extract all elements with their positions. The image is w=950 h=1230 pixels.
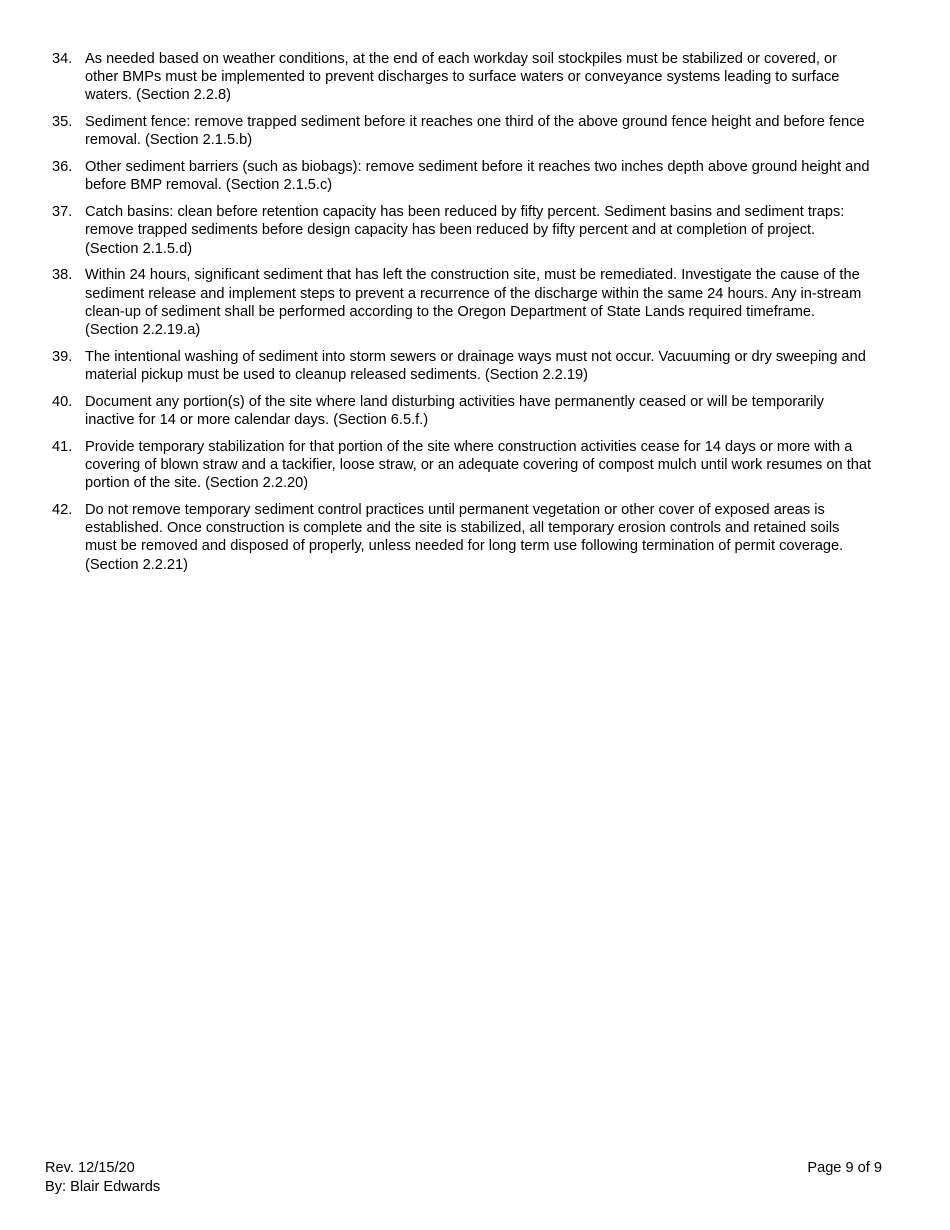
item-number: 34. bbox=[52, 51, 73, 67]
list-item bbox=[52, 501, 872, 574]
item-number: 39. bbox=[52, 348, 73, 365]
list-item bbox=[52, 348, 872, 384]
item-number: 35. bbox=[52, 114, 73, 131]
footer-revision-block bbox=[45, 1159, 160, 1196]
item-text: Catch basins: clean before retention capacity has been reduced by fifty percent. Sediment basins and sediment traps: remove trapped sediments before design capacity has been reduced by fifty percent and at completion of project. (Section 2.1.5.d) bbox=[85, 204, 845, 257]
item-text: Within 24 hours, significant sediment that has left the construction site, must be remediated. Investigate the cause of the sediment release and implement steps to prevent a recurrence of the discharge within the same 24 hours. Any in-stream clean-up of sediment shall be performed according to the Oregon Department of State Lands required timeframe. (Section 2.2.19.a) bbox=[85, 267, 862, 339]
item-number: 37. bbox=[52, 204, 73, 221]
item-text: As needed based on weather conditions, at the end of each workday soil stockpiles must be stabilized or covered, or other BMPs must be implemented to prevent discharges to surface waters or conveyance systems leading to surface waters. (Section 2.2.8) bbox=[85, 51, 840, 104]
item-text: Other sediment barriers (such as biobags): remove sediment before it reaches two inches depth above ground height and before BMP removal. (Section 2.1.5.c) bbox=[85, 159, 870, 194]
page-number: Page 9 of 9 bbox=[807, 1160, 882, 1176]
requirements-list bbox=[52, 50, 872, 582]
item-number: 38. bbox=[52, 267, 73, 284]
list-item bbox=[52, 393, 872, 429]
item-number: 36. bbox=[52, 159, 73, 176]
item-text: The intentional washing of sediment into storm sewers or drainage ways must not occur. Vacuuming or dry sweeping and material pickup must be used to cleanup released sediments. (Section 2.2.19) bbox=[85, 348, 866, 384]
list-item bbox=[52, 158, 872, 194]
revision-date: Rev. 12/15/20 bbox=[45, 1160, 135, 1176]
list-item bbox=[52, 113, 872, 149]
item-text: Do not remove temporary sediment control practices until permanent vegetation or other cover of exposed areas is established. Once construction is complete and the site is stabilized, all temporary erosion controls and retained soils must be removed and disposed of properly, unless needed for long term use following termination of permit coverage. (Section 2.2.21) bbox=[85, 502, 844, 573]
list-item bbox=[52, 266, 872, 339]
item-number: 40. bbox=[52, 393, 73, 410]
list-item bbox=[52, 203, 872, 258]
author: By: Blair Edwards bbox=[45, 1178, 161, 1195]
item-text: Document any portion(s) of the site where land disturbing activities have permanently ceased or will be temporarily inactive for 14 or more calendar days. (Section 6.5.f.) bbox=[85, 393, 824, 429]
list-item bbox=[52, 50, 872, 105]
item-number: 41. bbox=[52, 438, 73, 455]
list-item bbox=[52, 438, 872, 493]
item-text: Sediment fence: remove trapped sediment before it reaches one third of the above ground fence height and before fence removal. (Section 2.1.5.b) bbox=[85, 114, 865, 149]
item-text: Provide temporary stabilization for that portion of the site where construction activities cease for 14 days or more with a covering of blown straw and a tackifier, loose straw, or an adequate covering of compost mulch until work resumes on that portion of the site. (Section 2.2.20) bbox=[85, 438, 872, 492]
item-number: 42. bbox=[52, 502, 73, 519]
